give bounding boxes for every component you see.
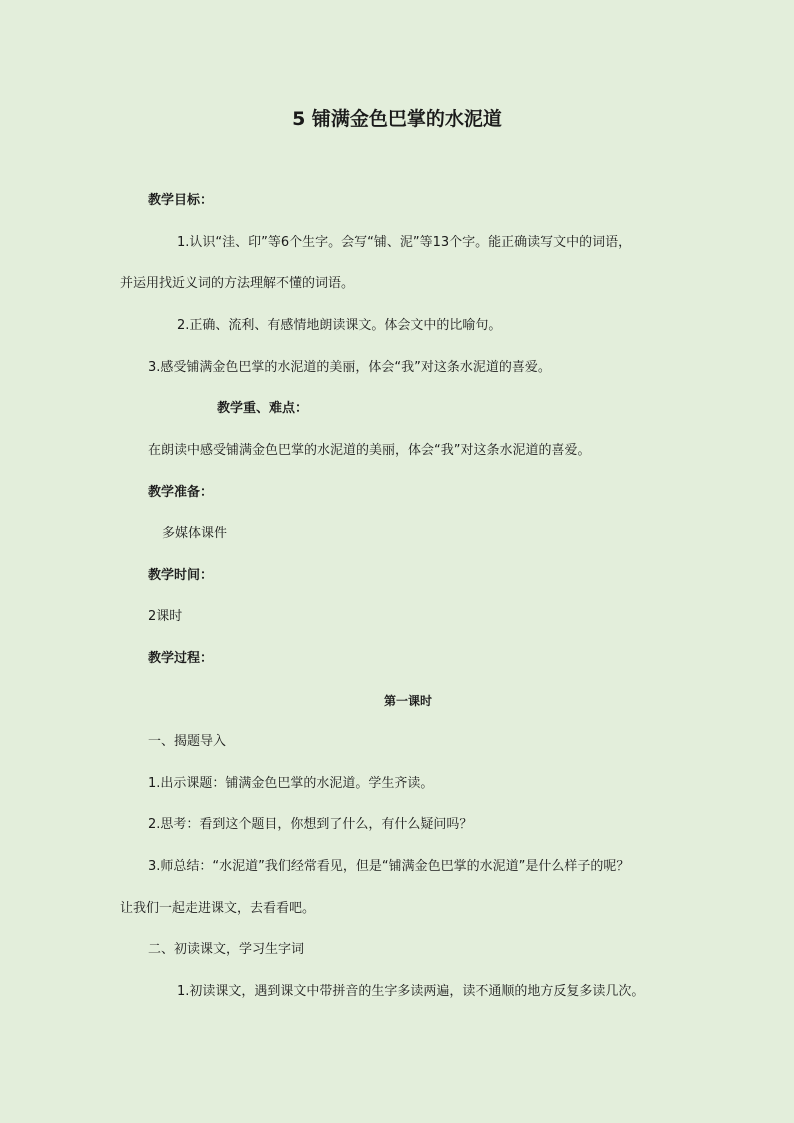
- section-1-heading: 一、揭题导入: [148, 734, 227, 749]
- section-1-item-3-line-1: 3.师总结：“水泥道”我们经常看见，但是“铺满金色巴掌的水泥道”是什么样子的呢？: [148, 859, 630, 874]
- goal-2: 2.正确、流利、有感情地朗读课文。体会文中的比喻句。: [177, 318, 502, 333]
- prep-heading: 教学准备：: [148, 485, 214, 500]
- section-1-item-2: 2.思考：看到这个题目，你想到了什么，有什么疑问吗？: [148, 817, 473, 832]
- goals-heading: 教学目标：: [148, 193, 214, 208]
- lesson-1-heading: 第一课时: [384, 694, 433, 708]
- section-1-item-3-line-2: 让我们一起走进课文，去看看吧。: [120, 901, 316, 916]
- section-2-item-1: 1.初读课文，遇到课文中带拼音的生字多读两遍，读不通顺的地方反复多读几次。: [177, 984, 645, 999]
- keypoints-text: 在朗读中感受铺满金色巴掌的水泥道的美丽，体会“我”对这条水泥道的喜爱。: [148, 443, 591, 458]
- time-text: 2课时: [148, 609, 183, 624]
- time-heading: 教学时间：: [148, 568, 214, 583]
- goal-3: 3.感受铺满金色巴掌的水泥道的美丽，体会“我”对这条水泥道的喜爱。: [148, 360, 551, 375]
- goal-1-line-1: 1.认识“洼、印”等6个生字。会写“铺、泥”等13个字。能正确读写文中的词语，: [177, 235, 632, 250]
- prep-text: 多媒体课件: [162, 526, 228, 541]
- page-title: 5 铺满金色巴掌的水泥道: [292, 108, 502, 130]
- goal-1-line-2: 并运用找近义词的方法理解不懂的词语。: [120, 276, 355, 291]
- section-2-heading: 二、初读课文，学习生字词: [148, 942, 305, 957]
- section-1-item-1: 1.出示课题：铺满金色巴掌的水泥道。学生齐读。: [148, 776, 434, 791]
- process-heading: 教学过程：: [148, 651, 214, 666]
- keypoints-heading: 教学重、难点：: [217, 401, 309, 416]
